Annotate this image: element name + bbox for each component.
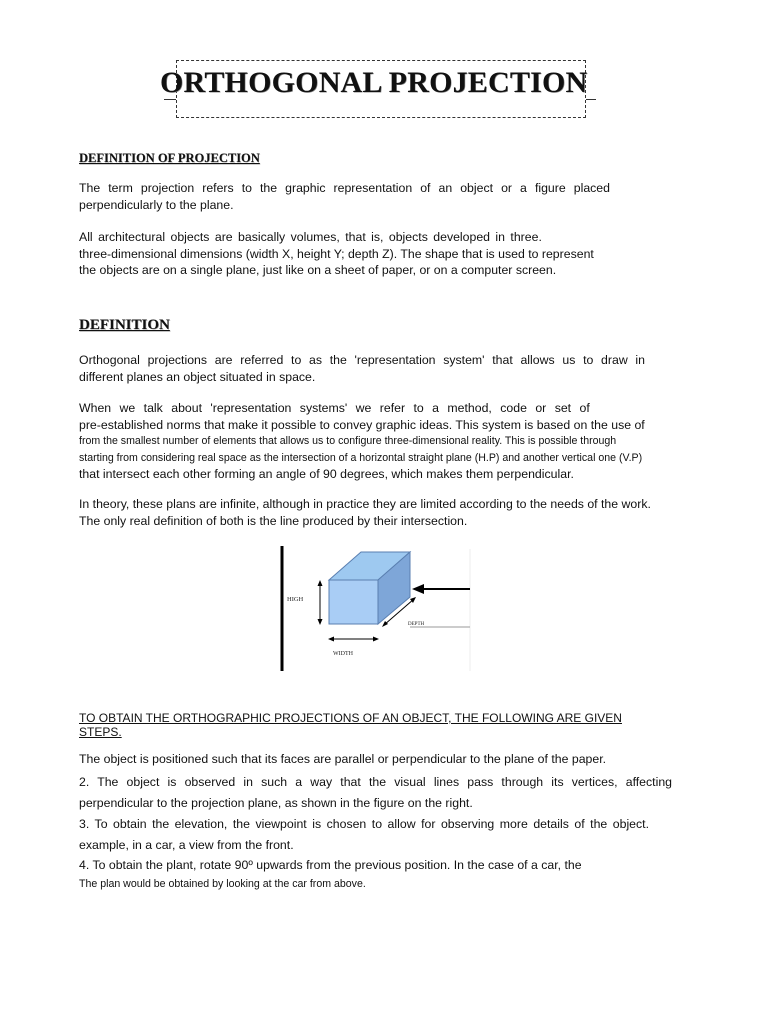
paragraph-representation-systems <box>79 400 672 483</box>
paragraph-plans-infinite <box>79 496 672 529</box>
label-high: HIGH <box>287 596 304 603</box>
paragraph-orthogonal-projections <box>79 352 645 385</box>
paragraph-line: three-dimensional dimensions (width X, height Y; depth Z). The shape that is used to represent <box>79 246 594 261</box>
paragraph-line: the objects are on a single plane, just like on a sheet of paper, or on a computer screen. <box>79 263 557 277</box>
paragraph-line: Orthogonal projections are referred to as the 'representation system' that allows us to draw in <box>79 353 645 367</box>
paragraph-line: that intersect each other forming an angle of 90 degrees, which makes them perpendicular. <box>79 467 574 481</box>
step-line: 2. The object is observed in such a way that the visual lines pass through its vertices, affecting <box>79 775 672 789</box>
label-depth: DEPTH <box>408 622 425 627</box>
step-line: 3. To obtain the elevation, the viewpoint is chosen to allow for observing more details of the object. <box>79 817 649 831</box>
heading-steps-line: STEPS. <box>79 725 122 739</box>
label-width: WIDTH <box>333 651 353 657</box>
paragraph-architectural-objects <box>79 229 610 279</box>
step-1 <box>79 751 672 768</box>
cube-front-face <box>329 580 378 624</box>
projection-figure <box>278 543 478 673</box>
paragraph-line: All architectural objects are basically volumes, that is, objects developed in three. <box>79 230 542 244</box>
page-title: ORTHOGONAL PROJECTION <box>160 66 588 99</box>
step-2 <box>79 772 672 814</box>
paragraph-line: The only real definition of both is the line produced by their intersection. <box>79 513 468 528</box>
paragraph-line: perpendicularly to the plane. <box>79 197 234 212</box>
paragraph-line: starting from considering real space as the intersection of a horizontal straight plane (H.P) and another vertical one (V.P) <box>79 451 643 464</box>
step-line: The object is positioned such that its faces are parallel or perpendicular to the plane of the paper. <box>79 752 607 766</box>
paragraph-line: from the smallest number of elements that allows us to configure three-dimensional reality. This is possible through <box>79 435 617 447</box>
step-line: 4. To obtain the plant, rotate 90º upwards from the previous position. In the case of a car, the <box>79 858 582 872</box>
paragraph-projection-term <box>79 180 610 213</box>
step-line: example, in a car, a view from the front. <box>79 838 294 852</box>
step-3 <box>79 814 672 856</box>
paragraph-line: When we talk about 'representation systems' we refer to a method, code or set of <box>79 401 590 415</box>
step-4 <box>79 856 672 894</box>
heading-definition: DEFINITION <box>79 317 170 333</box>
paragraph-line: different planes an object situated in space. <box>79 369 316 384</box>
heading-definition-of-projection: DEFINITION OF PROJECTION <box>79 151 260 165</box>
paragraph-line: In theory, these plans are infinite, although in practice they are limited according to the needs of the work. <box>79 497 651 511</box>
step-line: The plan would be obtained by looking at the car from above. <box>79 878 366 890</box>
cube-projection-diagram <box>278 543 478 673</box>
step-line: perpendicular to the projection plane, as shown in the figure on the right. <box>79 796 473 810</box>
heading-steps-line: TO OBTAIN THE ORTHOGRAPHIC PROJECTIONS OF AN OBJECT, THE FOLLOWING ARE GIVEN <box>79 711 622 725</box>
heading-steps <box>79 711 659 739</box>
paragraph-line: pre-established norms that make it possible to convey graphic ideas. This system is based on the use of <box>79 417 645 432</box>
paragraph-line: The term projection refers to the graphic representation of an object or a figure placed <box>79 181 610 195</box>
